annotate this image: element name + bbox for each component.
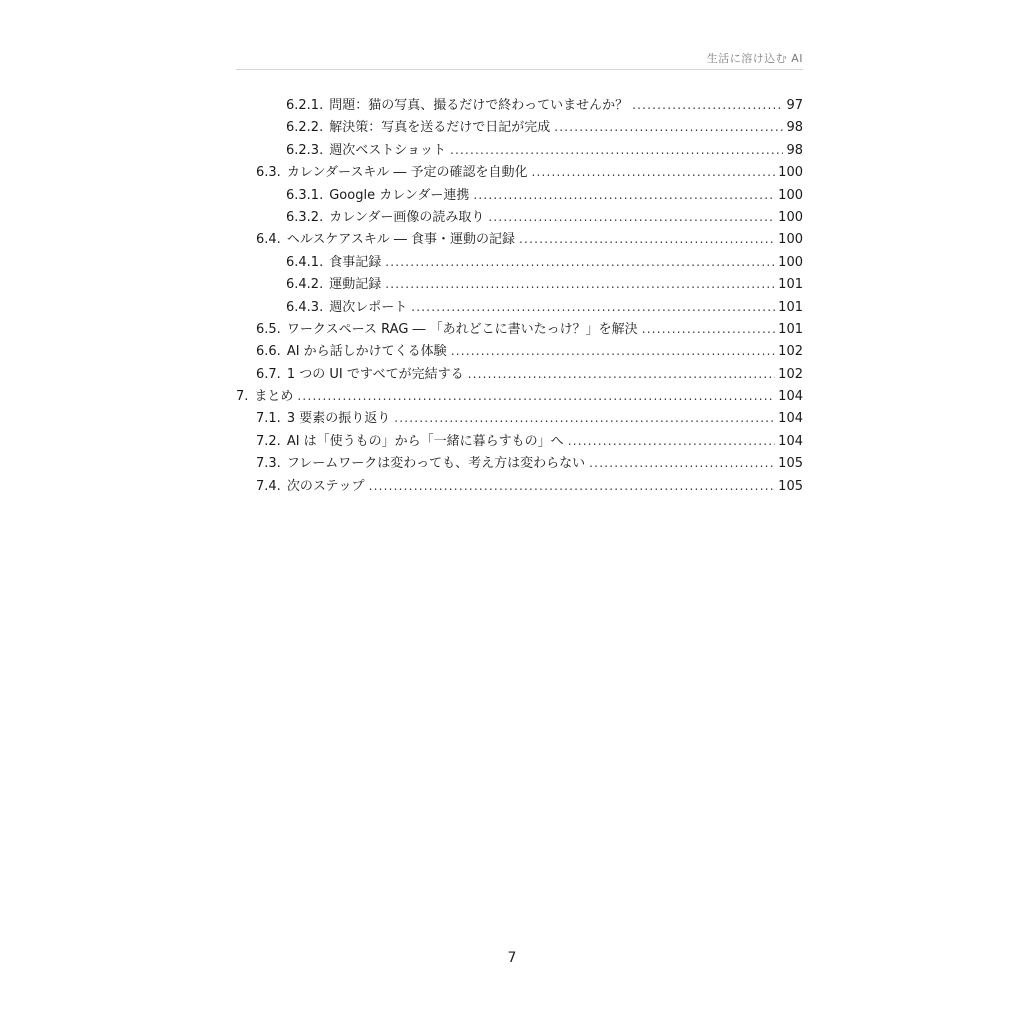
toc-entry-title: Google カレンダー連携 bbox=[329, 187, 470, 203]
toc-entry-page: 97 bbox=[786, 98, 803, 113]
toc-entry-number: 6.6. bbox=[256, 344, 281, 360]
toc-entry[interactable] bbox=[236, 139, 803, 161]
toc-entry-number: 7.4. bbox=[256, 478, 281, 494]
toc-entry-number: 6.4.1. bbox=[286, 254, 324, 270]
toc-entry-number: 7.3. bbox=[256, 456, 281, 472]
toc-entry-page: 104 bbox=[778, 433, 803, 449]
toc-entry[interactable] bbox=[236, 430, 803, 452]
toc-entry-page: 105 bbox=[778, 456, 803, 472]
toc-dot-leader bbox=[519, 228, 775, 250]
toc-entry-number: 6.3.2. bbox=[286, 209, 324, 225]
toc-dot-leader bbox=[568, 430, 775, 452]
toc-dot-leader bbox=[473, 184, 775, 206]
toc-entry-title: カレンダー画像の読み取り bbox=[329, 209, 485, 225]
toc-entry-number: 7.2. bbox=[256, 433, 281, 449]
toc-entry-page: 100 bbox=[778, 254, 803, 270]
toc-entry-number: 6.4. bbox=[256, 232, 281, 248]
toc-entry-number: 6.2.2. bbox=[286, 120, 324, 136]
toc-dot-leader bbox=[411, 296, 775, 318]
toc-entry[interactable] bbox=[236, 184, 803, 206]
toc-entry-page: 102 bbox=[778, 366, 803, 382]
toc-entry-page: 100 bbox=[778, 165, 803, 181]
toc-dot-leader bbox=[589, 452, 775, 474]
toc-entry[interactable] bbox=[236, 116, 803, 138]
toc-entry[interactable] bbox=[236, 228, 803, 250]
toc-entry[interactable] bbox=[236, 318, 803, 340]
toc-entry-title: フレームワークは変わっても、考え方は変わらない bbox=[286, 456, 586, 472]
toc-entry-page: 105 bbox=[778, 478, 803, 494]
toc-dot-leader bbox=[394, 407, 775, 429]
header-divider bbox=[236, 69, 803, 70]
toc-entry[interactable] bbox=[236, 273, 803, 295]
toc-entry-title: ワークスペース RAG ― 「あれどこに書いたっけ？」を解決 bbox=[286, 321, 638, 337]
toc-entry-title: カレンダースキル ― 予定の確認を自動化 bbox=[286, 165, 528, 181]
toc-entry-title: AI は「使うもの」から「一緒に暮らすもの」へ bbox=[286, 433, 564, 449]
toc-entry-page: 98 bbox=[786, 120, 803, 136]
toc-dot-leader bbox=[468, 363, 776, 385]
toc-entry-page: 100 bbox=[778, 209, 803, 225]
toc-dot-leader bbox=[451, 340, 775, 362]
toc-entry-page: 98 bbox=[786, 142, 803, 158]
toc-dot-leader bbox=[297, 385, 775, 407]
toc-dot-leader bbox=[642, 318, 775, 340]
toc-entry-number: 6.2.1. bbox=[286, 98, 324, 113]
toc-entry[interactable] bbox=[236, 452, 803, 474]
toc-entry-number: 6.5. bbox=[256, 321, 281, 337]
page-number: 7 bbox=[507, 950, 517, 966]
toc-entry-title: 解決策：写真を送るだけで日記が完成 bbox=[329, 120, 551, 136]
toc-entry-number: 6.7. bbox=[256, 366, 281, 382]
toc-entry-title: 運動記録 bbox=[329, 277, 382, 293]
toc-dot-leader bbox=[488, 206, 775, 228]
toc-entry-page: 100 bbox=[778, 187, 803, 203]
toc-entry[interactable] bbox=[236, 407, 803, 429]
toc-entry-title: 週次レポート bbox=[329, 299, 408, 315]
toc-entry-page: 101 bbox=[778, 299, 803, 315]
toc-entry-page: 100 bbox=[778, 232, 803, 248]
toc-entry-title: 1 つの UI ですべてが完結する bbox=[286, 366, 464, 382]
toc-entry-title: まとめ bbox=[254, 389, 294, 405]
toc-entry-title: 問題：猫の写真、撮るだけで終わっていませんか？ bbox=[329, 98, 629, 113]
toc-entry-title: 3 要素の振り返り bbox=[286, 411, 391, 427]
toc-entry-title: 次のステップ bbox=[286, 478, 365, 494]
toc-entry-page: 104 bbox=[778, 389, 803, 405]
toc-entry[interactable] bbox=[236, 296, 803, 318]
toc-dot-leader bbox=[554, 116, 783, 138]
toc-dot-leader bbox=[450, 139, 783, 161]
toc-dot-leader bbox=[385, 273, 775, 295]
toc-entry-title: ヘルスケアスキル ― 食事・運動の記録 bbox=[286, 232, 516, 248]
toc-entry-page: 101 bbox=[778, 321, 803, 337]
toc-entry-number: 6.3. bbox=[256, 165, 281, 181]
toc-entry-title: AI から話しかけてくる体験 bbox=[286, 344, 447, 360]
toc-entry[interactable] bbox=[236, 251, 803, 273]
toc-dot-leader bbox=[385, 251, 775, 273]
toc-entry[interactable] bbox=[236, 206, 803, 228]
toc-entry[interactable] bbox=[236, 161, 803, 183]
toc-entry-number: 6.4.3. bbox=[286, 299, 324, 315]
toc-entry[interactable] bbox=[236, 363, 803, 385]
toc-entry-page: 101 bbox=[778, 277, 803, 293]
toc-entry-number: 6.2.3. bbox=[286, 142, 324, 158]
table-of-contents bbox=[236, 94, 803, 497]
toc-entry[interactable] bbox=[236, 94, 803, 116]
toc-entry-page: 104 bbox=[778, 411, 803, 427]
toc-entry[interactable] bbox=[236, 475, 803, 497]
toc-entry-title: 食事記録 bbox=[329, 254, 382, 270]
toc-entry-title: 週次ベストショット bbox=[329, 142, 446, 158]
toc-entry-number: 6.3.1. bbox=[286, 187, 324, 203]
toc-dot-leader bbox=[531, 161, 775, 183]
running-header-title: 生活に溶け込む AI bbox=[706, 52, 803, 65]
toc-dot-leader bbox=[632, 94, 783, 116]
toc-entry-number: 7. bbox=[236, 389, 249, 405]
toc-entry-page: 102 bbox=[778, 344, 803, 360]
toc-entry[interactable] bbox=[236, 340, 803, 362]
toc-dot-leader bbox=[369, 475, 776, 497]
toc-entry-number: 6.4.2. bbox=[286, 277, 324, 293]
toc-entry[interactable] bbox=[236, 385, 803, 407]
toc-entry-number: 7.1. bbox=[256, 411, 281, 427]
